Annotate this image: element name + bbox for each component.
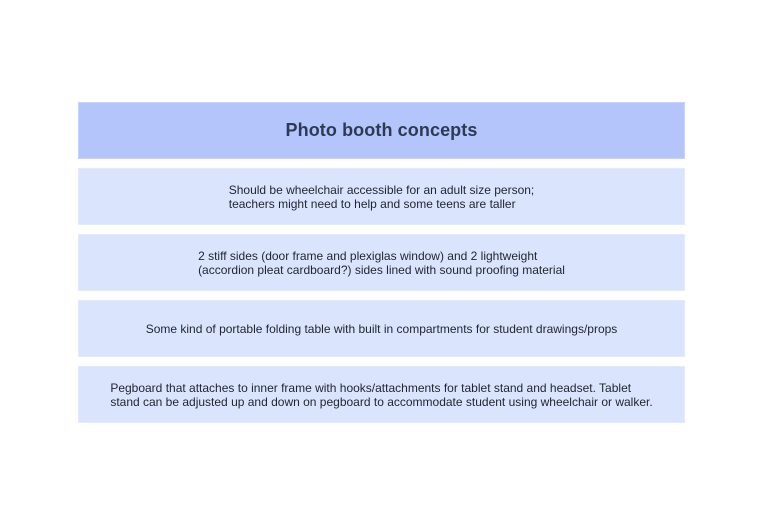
- concept-board: [78, 102, 685, 423]
- board-header[interactable]: [78, 102, 685, 159]
- concept-card-table[interactable]: [78, 300, 685, 357]
- concept-card-pegboard[interactable]: [78, 366, 685, 423]
- concept-card-sides[interactable]: [78, 234, 685, 291]
- concept-card-text: Some kind of portable folding table with built in compartments for student drawings/props: [145, 321, 618, 336]
- concept-card-text: Pegboard that attaches to inner frame with hooks/attachments for tablet stand and headset. Tablet stand can be adjusted up and down on pegboard to accommodate student using wheelchair or walker.: [110, 380, 653, 409]
- concept-card-accessibility[interactable]: [78, 168, 685, 225]
- board-title: Photo booth concepts: [285, 120, 478, 140]
- concept-card-text: Should be wheelchair accessible for an adult size person; teachers might need to help and some teens are taller: [228, 182, 535, 211]
- concept-card-text: 2 stiff sides (door frame and plexiglas window) and 2 lightweight (accordion pleat cardboard?) sides lined with sound proofing material: [198, 248, 565, 277]
